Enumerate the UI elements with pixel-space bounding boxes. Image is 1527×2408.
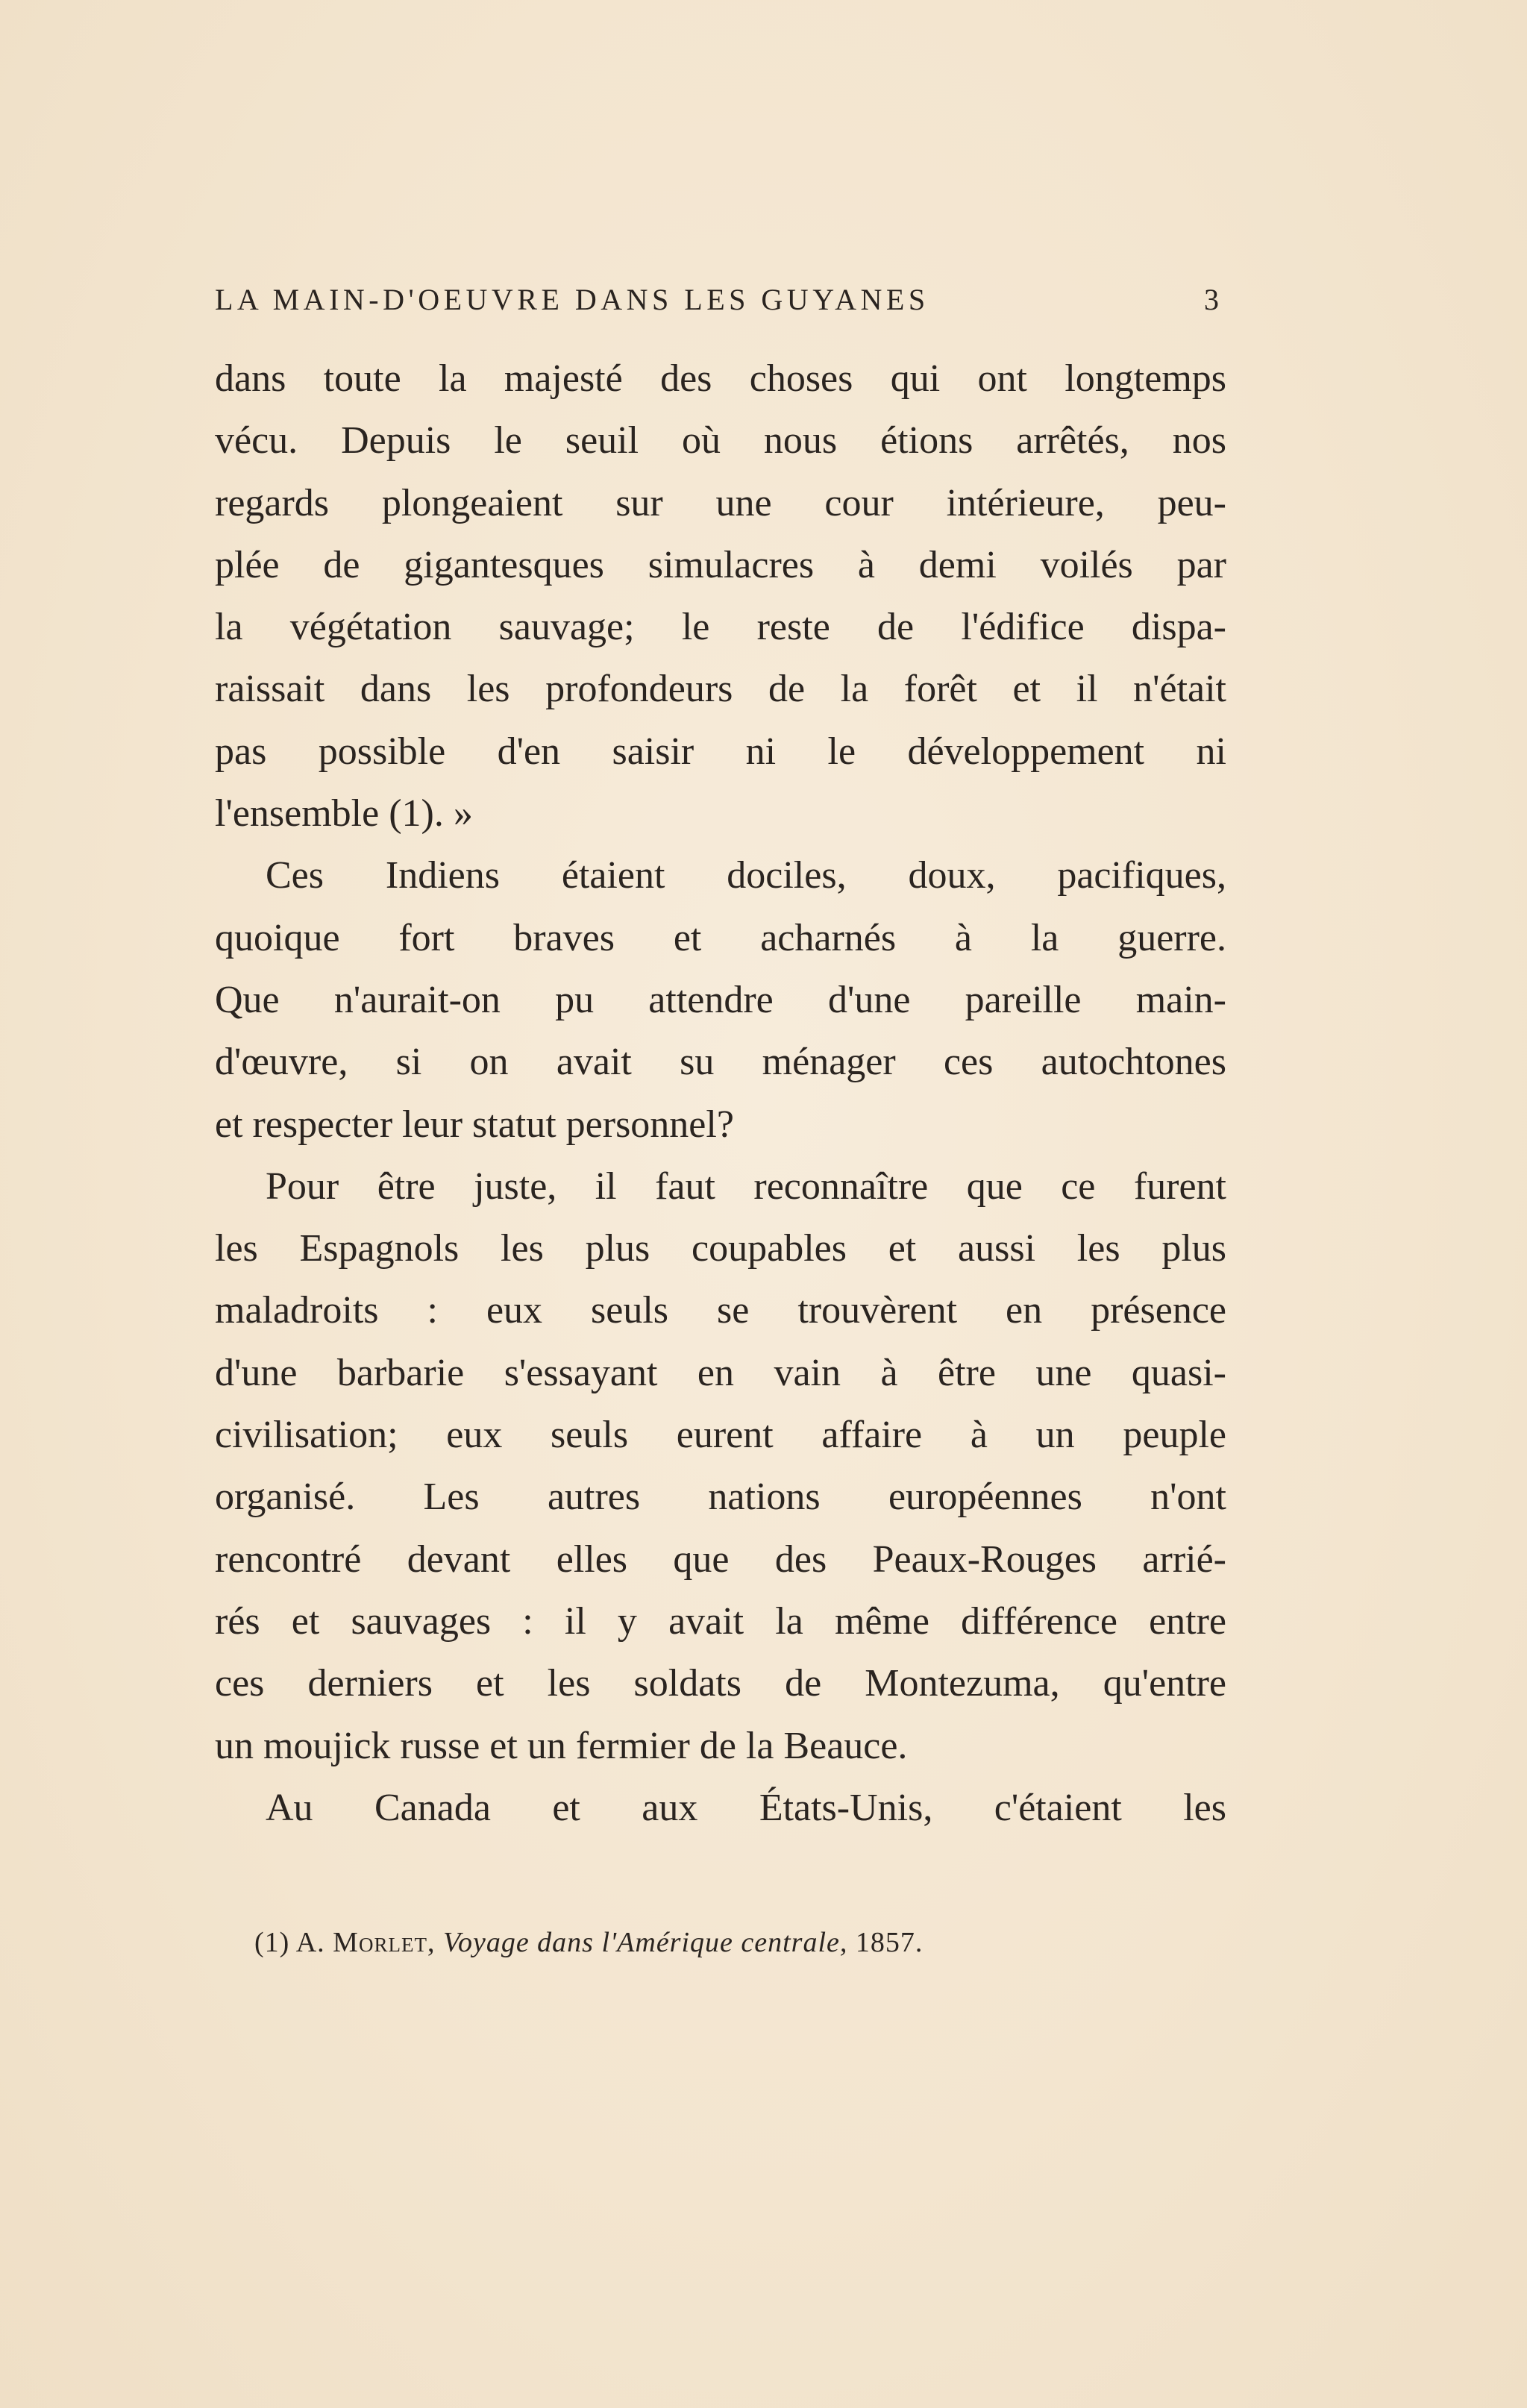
page-number: 3 <box>1204 283 1219 316</box>
text-line: Pour être juste, il faut reconnaître que ce furent <box>266 1164 1226 1208</box>
text-line: regards plongeaient sur une cour intérieure, peu- <box>215 481 1226 524</box>
text-line: et respecter leur statut personnel? <box>215 1103 734 1146</box>
text-line: d'œuvre, si on avait su ménager ces autochtones <box>215 1041 1226 1084</box>
text-line: Que n'aurait-on pu attendre d'une pareille main- <box>215 978 1226 1021</box>
text-line: la végétation sauvage; le reste de l'édifice dispa- <box>215 606 1226 649</box>
text-line: d'une barbarie s'essayant en vain à être une quasi- <box>215 1351 1226 1394</box>
footnote <box>254 1920 923 1965</box>
body-text <box>215 348 1226 1839</box>
footnote-author: Morlet, <box>333 1927 436 1958</box>
running-title: LA MAIN-D'OEUVRE DANS LES GUYANES <box>215 283 929 316</box>
text-line: ces derniers et les soldats de Montezuma, qu'entre <box>215 1662 1226 1705</box>
text-line: les Espagnols les plus coupables et aussi les plus <box>215 1227 1226 1270</box>
text-line: vécu. Depuis le seuil où nous étions arrêtés, nos <box>215 419 1226 463</box>
text-line: organisé. Les autres nations européennes n'ont <box>215 1476 1226 1519</box>
text-line: Au Canada et aux États-Unis, c'étaient les <box>266 1786 1226 1829</box>
text-line: raissait dans les profondeurs de la forêt et il n'était <box>215 668 1226 711</box>
text-line: un moujick russe et un fermier de la Beauce. <box>215 1724 908 1767</box>
text-line: dans toute la majesté des choses qui ont longtemps <box>215 357 1226 400</box>
text-line: civilisation; eux seuls eurent affaire à un peuple <box>215 1414 1226 1457</box>
footnote-initial: A. <box>295 1927 325 1958</box>
footnote-year: 1857. <box>855 1927 924 1958</box>
text-line: rés et sauvages : il y avait la même différence entre <box>215 1599 1226 1643</box>
running-head <box>215 278 1219 322</box>
text-line: quoique fort braves et acharnés à la guerre. <box>215 916 1226 959</box>
text-line: Ces Indiens étaient dociles, doux, pacifiques, <box>266 854 1226 897</box>
text-line: plée de gigantesques simulacres à demi voilés par <box>215 543 1226 586</box>
footnote-marker: (1) <box>254 1927 290 1958</box>
text-line: rencontré devant elles que des Peaux-Rouges arrié- <box>215 1537 1226 1581</box>
text-line: maladroits : eux seuls se trouvèrent en présence <box>215 1289 1226 1332</box>
text-line: l'ensemble (1). » <box>215 792 473 835</box>
footnote-title: Voyage dans l'Amérique centrale, <box>442 1927 848 1958</box>
text-line: pas possible d'en saisir ni le développement ni <box>215 730 1226 773</box>
